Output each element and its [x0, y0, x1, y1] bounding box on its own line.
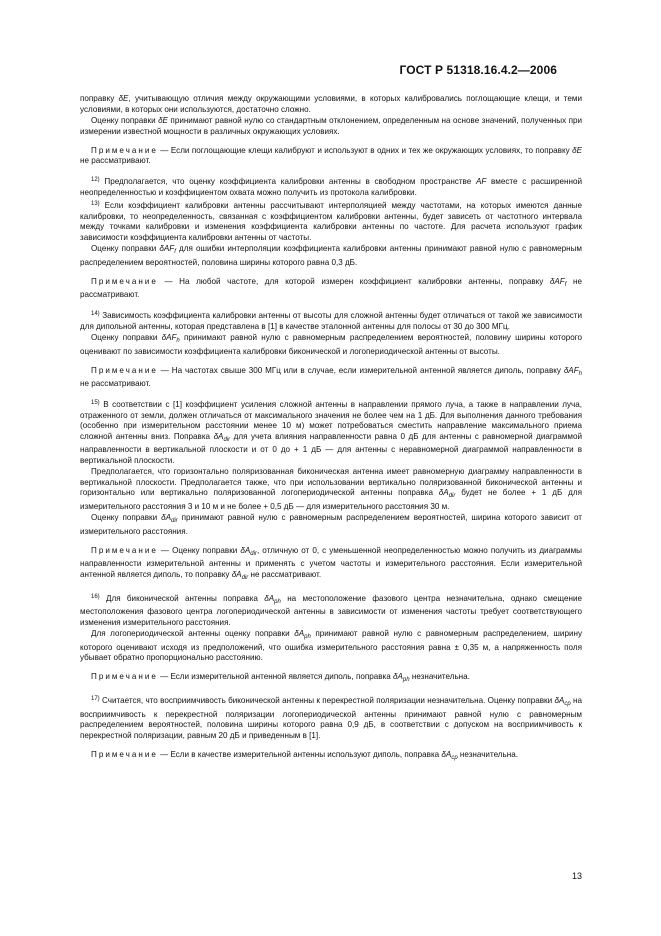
footnote-15-assumption: Предполагается, что горизонтально поляризованная биконическая антенна имеет равномерную диаграмму направленности в вертикальной плоскости. Предполагается также, что при использовании вертикально поляризованной биконической антенны и горизонтально или вертикально поляризованной логопериодической антенны поправка $\delta A_{dir}$ будет не более + 1 дБ для измерительного расстояния 3 и 10 м и не более + 0,5 дБ — для измерительного расстояния 30 м. [80, 467, 582, 511]
note-4: Примечание — Оценку поправки $\delta A_{dir}$, отличную от 0, с уменьшенной неопределенностью можно получить из диаграммы направленности измерительной антенны и применять с учетом частоты и измерительного расстояния. Если измерительной антенной является диполь, то поправку $\delta A_{dir}$ не рассматривают. [80, 545, 582, 581]
note-6: Примечание — Если в качестве измерительной антенны используют диполь, поправка $\delta A_{cp}$ незначительна. [91, 749, 518, 761]
footnote-15-estimate: Оценку поправки $\delta A_{dir}$ принимают равной нулю с равномерным распределением вероятностей, ширина которого зависит от измерительного расстояния. [80, 513, 582, 536]
footnote-13-estimate: Оценку поправки δAF$_f$ для ошибки интерполяции коэффициента калибровки антенны принимают равной нулю с равномерным распределением вероятностей, половина ширины которого равна 0,3 дБ. [80, 244, 582, 267]
footnote-13: $^{13)}$ Если коэффициент калибровки антенны рассчитывают интерполяцией между частотами, на которых имеются данные калибровки, то неопределенность, связанная с коэффициентом калибровки антенны, будет зависеть от частотного интервала между точками калибровки и изменения коэффициента калибровки антенны по частоте. Для расчета используют график зависимости коэффициента калибровки антенны от частоты. [80, 201, 582, 242]
footnote-12: $^{12)}$ Предполагается, что оценку коэффициента калибровки антенны в свободном пространстве AF вместе с расширенной неопределенностью и коэффициентом охвата можно получить из протокола калибровки. [80, 177, 582, 197]
footnote-16: $^{16)}$ Для биконической антенны поправка $\delta A_{ph}$ на местоположение фазового центра незначительна, однако смещение местоположения фазового центра логопериодической антенны в зависимости от изменения частоты требует соответствующего изменения измерительного расстояния. [80, 593, 582, 627]
paragraph-correction-e: Оценку поправки δE принимают равной нулю со стандартным отклонением, определенным на основе значений, полученных при измерении известной мощности в различных окружающих условиях. [80, 116, 582, 136]
note-3: Примечание — На частотах свыше 300 МГц или в случае, если измерительной антенной является диполь, поправку δAF$_h$ не рассматривают. [80, 365, 582, 388]
footnote-14: $^{14)}$ Зависимость коэффициента калибровки антенны от высоты для сложной антенны будет отличаться от такой же зависимости для дипольной антенны, которая представлена в [1] в качестве эталонной антенны для полосы от 30 до 300 МГц. [80, 311, 582, 331]
note-2: Примечание — На любой частоте, для которой измерен коэффициент калибровки антенны, поправку δAF$_f$ не рассматривают. [80, 276, 582, 299]
footnote-17: $^{17)}$ Считается, что восприимчивость биконической антенны к перекрестной поляризации незначительна. Оценку поправки $\delta A_{cp}$ на восприимчивость к перекрестной поляризации логопериодической антенны принимают равной нулю с равномерным распределением вероятностей, половина ширины которого равна 0,9 дБ, в соответствии с допуском на восприимчивость к перекрестной поляризации, равным 20 дБ и приведенным в [1]. [80, 696, 582, 740]
footnote-14-estimate: Оценку поправки δAF$_h$ принимают равной нулю с равномерным распределением вероятностей, половину ширины которого оценивают по зависимости коэффициента калибровки биконической и логопериодической антенны от высоты. [80, 333, 582, 356]
note-1: Примечание — Если поглощающие клещи калибруют и используют в одних и тех же окружающих условиях, то поправку δE не рассматривают. [80, 145, 582, 165]
page-number: 13 [571, 871, 582, 881]
standard-header: ГОСТ Р 51318.16.4.2—2006 [399, 63, 557, 77]
note-5: Примечание — Если измерительной антенной является диполь, поправка $\delta A_{ph}$ незначительна. [91, 672, 470, 683]
footnote-15: $^{15)}$ В соответствии с [1] коэффициент усиления сложной антенны в направлении прямого луча, а также в направлении луча, отраженного от земли, должен отличаться от максимального значения не более чем на 1 дБ. Для выполнения данного требования (особенно при измерительном расстоянии менее 10 м) может потребоваться сместить направление максимального приема сложной антенны вниз. Поправка $\delta A_{dir}$ для учета влияния направленности равна 0 дБ для антенны с равномерной диаграммой направленности в вертикальной плоскости и от 0 до + 1 дБ — для антенны с неравномерной диаграммой направленности в вертикальной плоскости. [80, 400, 582, 465]
paragraph-continuation: поправку δE, учитывающую отличия между окружающими условиями, в которых калибровались поглощающие клещи, и теми условиями, в которых они используются, достаточно сложно. [80, 94, 583, 114]
footnote-16-estimate: Для логопериодической антенны оценку поправки $\delta A_{ph}$ принимают равной нулю с равномерным распределением, ширину которого оценивают исходя из предположений, что ошибка измерительного расстояния равна ± 0,35 м, а напряженность поля убывает обратно пропорционально расстоянию. [80, 629, 582, 662]
document-body [80, 94, 582, 772]
